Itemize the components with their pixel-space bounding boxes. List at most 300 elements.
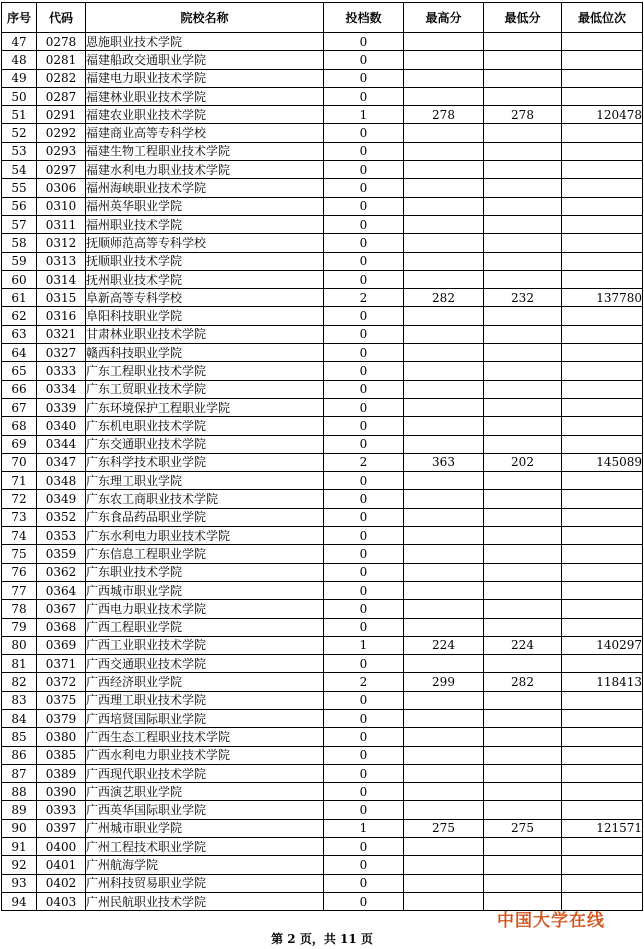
cell-max-score (404, 398, 484, 416)
cell-school-name: 甘肃林业职业技术学院 (86, 325, 324, 343)
header-row (2, 3, 643, 33)
cell-school-name: 恩施职业技术学院 (86, 33, 324, 51)
cell-admitted-count: 0 (324, 252, 404, 270)
cell-max-score (404, 746, 484, 764)
cell-code: 0292 (37, 124, 86, 142)
cell-max-score (404, 508, 484, 526)
cell-max-score (404, 600, 484, 618)
cell-code: 0353 (37, 527, 86, 545)
cell-serial: 73 (2, 508, 37, 526)
cell-serial: 60 (2, 270, 37, 288)
table-row (2, 380, 643, 398)
cell-serial: 85 (2, 728, 37, 746)
cell-max-score (404, 124, 484, 142)
cell-min-rank (562, 51, 643, 69)
cell-serial: 55 (2, 179, 37, 197)
cell-code: 0402 (37, 874, 86, 892)
cell-admitted-count: 0 (324, 545, 404, 563)
cell-admitted-count: 0 (324, 856, 404, 874)
cell-school-name: 福建农业职业技术学院 (86, 106, 324, 124)
cell-min-score (484, 801, 562, 819)
cell-code: 0312 (37, 234, 86, 252)
table-row (2, 453, 643, 471)
cell-admitted-count: 0 (324, 179, 404, 197)
cell-admitted-count: 0 (324, 398, 404, 416)
cell-admitted-count: 0 (324, 270, 404, 288)
cell-min-score: 275 (484, 819, 562, 837)
cell-min-rank (562, 398, 643, 416)
cell-min-score (484, 344, 562, 362)
table-row (2, 801, 643, 819)
cell-code: 0397 (37, 819, 86, 837)
cell-code: 0348 (37, 472, 86, 490)
cell-min-rank (562, 362, 643, 380)
cell-max-score: 299 (404, 673, 484, 691)
cell-serial: 56 (2, 197, 37, 215)
cell-min-score (484, 87, 562, 105)
cell-min-score (484, 142, 562, 160)
cell-code: 0313 (37, 252, 86, 270)
cell-min-score (484, 398, 562, 416)
cell-min-rank (562, 764, 643, 782)
cell-max-score (404, 764, 484, 782)
cell-admitted-count: 0 (324, 472, 404, 490)
cell-max-score (404, 435, 484, 453)
table-row (2, 87, 643, 105)
cell-school-name: 福建电力职业技术学院 (86, 69, 324, 87)
cell-admitted-count: 0 (324, 51, 404, 69)
cell-min-rank (562, 618, 643, 636)
table-row (2, 618, 643, 636)
cell-school-name: 福建生物工程职业技术学院 (86, 142, 324, 160)
cell-min-score (484, 545, 562, 563)
table-row (2, 398, 643, 416)
cell-admitted-count: 0 (324, 325, 404, 343)
cell-admitted-count: 0 (324, 362, 404, 380)
cell-code: 0306 (37, 179, 86, 197)
cell-min-score (484, 691, 562, 709)
cell-school-name: 广西经济职业学院 (86, 673, 324, 691)
cell-min-score (484, 527, 562, 545)
table-row (2, 508, 643, 526)
cell-code: 0278 (37, 33, 86, 51)
cell-min-rank (562, 252, 643, 270)
cell-serial: 88 (2, 783, 37, 801)
cell-school-name: 广东交通职业技术学院 (86, 435, 324, 453)
cell-serial: 48 (2, 51, 37, 69)
cell-admitted-count: 0 (324, 655, 404, 673)
cell-admitted-count: 0 (324, 618, 404, 636)
cell-admitted-count: 0 (324, 344, 404, 362)
cell-min-score: 224 (484, 636, 562, 654)
cell-code: 0359 (37, 545, 86, 563)
cell-school-name: 阜新高等专科学校 (86, 289, 324, 307)
cell-code: 0334 (37, 380, 86, 398)
cell-code: 0352 (37, 508, 86, 526)
cell-serial: 75 (2, 545, 37, 563)
cell-max-score (404, 33, 484, 51)
cell-min-score (484, 380, 562, 398)
cell-admitted-count: 0 (324, 197, 404, 215)
cell-min-score (484, 618, 562, 636)
cell-max-score (404, 252, 484, 270)
table-row (2, 344, 643, 362)
table-row (2, 874, 643, 892)
cell-min-score (484, 234, 562, 252)
cell-serial: 54 (2, 161, 37, 179)
cell-code: 0310 (37, 197, 86, 215)
cell-admitted-count: 0 (324, 142, 404, 160)
cell-serial: 50 (2, 87, 37, 105)
cell-serial: 64 (2, 344, 37, 362)
cell-code: 0385 (37, 746, 86, 764)
cell-school-name: 广州科技贸易职业学院 (86, 874, 324, 892)
cell-school-name: 抚州职业技术学院 (86, 270, 324, 288)
cell-min-score (484, 508, 562, 526)
cell-max-score (404, 380, 484, 398)
cell-school-name: 福州英华职业学院 (86, 197, 324, 215)
cell-admitted-count: 0 (324, 709, 404, 727)
cell-serial: 90 (2, 819, 37, 837)
cell-min-score (484, 161, 562, 179)
cell-max-score (404, 892, 484, 910)
cell-min-rank (562, 215, 643, 233)
cell-school-name: 广西水利电力职业技术学院 (86, 746, 324, 764)
cell-serial: 84 (2, 709, 37, 727)
cell-min-rank (562, 527, 643, 545)
cell-max-score (404, 307, 484, 325)
cell-admitted-count: 0 (324, 33, 404, 51)
cell-admitted-count: 1 (324, 819, 404, 837)
cell-min-score (484, 179, 562, 197)
table-row (2, 435, 643, 453)
table-row (2, 197, 643, 215)
cell-serial: 65 (2, 362, 37, 380)
cell-code: 0379 (37, 709, 86, 727)
table-row (2, 545, 643, 563)
cell-serial: 53 (2, 142, 37, 160)
cell-serial: 79 (2, 618, 37, 636)
cell-school-name: 赣西科技职业学院 (86, 344, 324, 362)
cell-serial: 74 (2, 527, 37, 545)
table-row (2, 764, 643, 782)
cell-max-score (404, 234, 484, 252)
cell-admitted-count: 0 (324, 69, 404, 87)
table-row (2, 728, 643, 746)
cell-code: 0364 (37, 581, 86, 599)
cell-min-score (484, 417, 562, 435)
table-row (2, 325, 643, 343)
cell-serial: 87 (2, 764, 37, 782)
cell-admitted-count: 0 (324, 234, 404, 252)
cell-school-name: 广东农工商职业技术学院 (86, 490, 324, 508)
cell-serial: 59 (2, 252, 37, 270)
page-footer: 第 2 页，共 11 页 (271, 932, 373, 946)
cell-admitted-count: 0 (324, 435, 404, 453)
cell-admitted-count: 0 (324, 581, 404, 599)
cell-school-name: 广东环境保护工程职业学院 (86, 398, 324, 416)
cell-max-score (404, 179, 484, 197)
cell-max-score (404, 270, 484, 288)
cell-serial: 89 (2, 801, 37, 819)
cell-code: 0344 (37, 435, 86, 453)
cell-school-name: 广东机电职业技术学院 (86, 417, 324, 435)
table-row (2, 215, 643, 233)
cell-admitted-count: 0 (324, 746, 404, 764)
cell-code: 0390 (37, 783, 86, 801)
cell-min-rank (562, 325, 643, 343)
cell-code: 0375 (37, 691, 86, 709)
cell-school-name: 抚顺师范高等专科学校 (86, 234, 324, 252)
cell-admitted-count: 0 (324, 838, 404, 856)
cell-min-rank (562, 161, 643, 179)
cell-admitted-count: 0 (324, 600, 404, 618)
cell-max-score (404, 362, 484, 380)
cell-min-score (484, 746, 562, 764)
cell-min-rank (562, 33, 643, 51)
cell-school-name: 福建水利电力职业技术学院 (86, 161, 324, 179)
table-row (2, 563, 643, 581)
cell-admitted-count: 0 (324, 417, 404, 435)
cell-max-score (404, 581, 484, 599)
cell-max-score (404, 728, 484, 746)
cell-school-name: 广西电力职业技术学院 (86, 600, 324, 618)
cell-school-name: 广东水利电力职业技术学院 (86, 527, 324, 545)
cell-min-score (484, 600, 562, 618)
cell-admitted-count: 0 (324, 380, 404, 398)
cell-max-score (404, 874, 484, 892)
cell-min-rank (562, 435, 643, 453)
cell-min-rank (562, 874, 643, 892)
cell-min-rank (562, 270, 643, 288)
cell-serial: 66 (2, 380, 37, 398)
admission-table (1, 2, 643, 911)
cell-min-rank (562, 691, 643, 709)
table-row (2, 527, 643, 545)
cell-min-rank (562, 344, 643, 362)
table-row (2, 270, 643, 288)
cell-min-score (484, 197, 562, 215)
cell-min-rank (562, 563, 643, 581)
cell-code: 0367 (37, 600, 86, 618)
cell-serial: 47 (2, 33, 37, 51)
header-school-name: 院校名称 (86, 3, 324, 33)
cell-code: 0333 (37, 362, 86, 380)
cell-school-name: 广州航海学院 (86, 856, 324, 874)
cell-school-name: 广西英华国际职业学院 (86, 801, 324, 819)
cell-code: 0315 (37, 289, 86, 307)
cell-school-name: 广东食品药品职业学院 (86, 508, 324, 526)
cell-max-score: 224 (404, 636, 484, 654)
cell-admitted-count: 0 (324, 892, 404, 910)
cell-code: 0380 (37, 728, 86, 746)
cell-code: 0297 (37, 161, 86, 179)
cell-serial: 82 (2, 673, 37, 691)
cell-admitted-count: 0 (324, 490, 404, 508)
cell-code: 0400 (37, 838, 86, 856)
cell-code: 0401 (37, 856, 86, 874)
table-row (2, 106, 643, 124)
table-header (2, 3, 643, 33)
cell-serial: 52 (2, 124, 37, 142)
cell-admitted-count: 0 (324, 783, 404, 801)
cell-max-score: 278 (404, 106, 484, 124)
cell-max-score (404, 344, 484, 362)
cell-serial: 67 (2, 398, 37, 416)
cell-school-name: 福州职业技术学院 (86, 215, 324, 233)
cell-serial: 76 (2, 563, 37, 581)
cell-min-score (484, 563, 562, 581)
cell-min-score (484, 215, 562, 233)
header-code: 代码 (37, 3, 86, 33)
cell-serial: 62 (2, 307, 37, 325)
cell-school-name: 广西工程职业学院 (86, 618, 324, 636)
cell-school-name: 阜阳科技职业学院 (86, 307, 324, 325)
table-row (2, 33, 643, 51)
cell-min-rank (562, 69, 643, 87)
cell-code: 0316 (37, 307, 86, 325)
cell-max-score (404, 856, 484, 874)
table-row (2, 252, 643, 270)
cell-min-score: 232 (484, 289, 562, 307)
cell-serial: 81 (2, 655, 37, 673)
cell-min-score (484, 655, 562, 673)
cell-max-score (404, 655, 484, 673)
cell-school-name: 广州城市职业学院 (86, 819, 324, 837)
cell-min-rank (562, 87, 643, 105)
table-row (2, 234, 643, 252)
cell-serial: 78 (2, 600, 37, 618)
cell-admitted-count: 0 (324, 215, 404, 233)
cell-serial: 69 (2, 435, 37, 453)
cell-max-score (404, 472, 484, 490)
table-row (2, 69, 643, 87)
cell-code: 0281 (37, 51, 86, 69)
header-max-score: 最高分 (404, 3, 484, 33)
cell-min-rank (562, 655, 643, 673)
cell-min-score (484, 490, 562, 508)
cell-min-score (484, 709, 562, 727)
cell-max-score (404, 709, 484, 727)
cell-school-name: 广东理工职业学院 (86, 472, 324, 490)
cell-code: 0311 (37, 215, 86, 233)
cell-code: 0287 (37, 87, 86, 105)
cell-max-score (404, 51, 484, 69)
header-serial: 序号 (2, 3, 37, 33)
cell-min-score (484, 472, 562, 490)
cell-min-rank: 121571 (562, 819, 643, 837)
cell-code: 0349 (37, 490, 86, 508)
cell-max-score (404, 87, 484, 105)
table-row (2, 819, 643, 837)
cell-max-score: 282 (404, 289, 484, 307)
cell-code: 0282 (37, 69, 86, 87)
cell-min-rank (562, 581, 643, 599)
cell-code: 0340 (37, 417, 86, 435)
table-row (2, 179, 643, 197)
cell-school-name: 广西现代职业技术学院 (86, 764, 324, 782)
cell-max-score (404, 563, 484, 581)
header-min-score: 最低分 (484, 3, 562, 33)
cell-min-score (484, 435, 562, 453)
cell-min-score (484, 838, 562, 856)
cell-max-score (404, 215, 484, 233)
cell-school-name: 福建商业高等专科学校 (86, 124, 324, 142)
cell-school-name: 广西理工职业技术学院 (86, 691, 324, 709)
cell-min-rank (562, 380, 643, 398)
cell-serial: 83 (2, 691, 37, 709)
cell-admitted-count: 2 (324, 289, 404, 307)
cell-school-name: 广州民航职业技术学院 (86, 892, 324, 910)
cell-min-score (484, 33, 562, 51)
cell-admitted-count: 0 (324, 87, 404, 105)
cell-max-score (404, 197, 484, 215)
cell-max-score: 275 (404, 819, 484, 837)
cell-code: 0291 (37, 106, 86, 124)
cell-min-score: 282 (484, 673, 562, 691)
header-admitted-count: 投档数 (324, 3, 404, 33)
cell-min-rank (562, 417, 643, 435)
cell-min-rank (562, 801, 643, 819)
table-row (2, 600, 643, 618)
cell-serial: 68 (2, 417, 37, 435)
cell-serial: 77 (2, 581, 37, 599)
cell-min-rank (562, 179, 643, 197)
table-row (2, 161, 643, 179)
table-row (2, 472, 643, 490)
cell-admitted-count: 0 (324, 728, 404, 746)
cell-code: 0403 (37, 892, 86, 910)
cell-serial: 61 (2, 289, 37, 307)
cell-min-rank (562, 709, 643, 727)
table-row (2, 709, 643, 727)
cell-admitted-count: 0 (324, 801, 404, 819)
cell-max-score (404, 142, 484, 160)
table-row (2, 417, 643, 435)
cell-min-score (484, 270, 562, 288)
cell-min-rank (562, 142, 643, 160)
cell-min-score (484, 856, 562, 874)
cell-min-rank (562, 856, 643, 874)
cell-min-rank (562, 197, 643, 215)
cell-admitted-count: 0 (324, 874, 404, 892)
cell-school-name: 福建船政交通职业学院 (86, 51, 324, 69)
cell-code: 0347 (37, 453, 86, 471)
cell-school-name: 广东科学技术职业学院 (86, 453, 324, 471)
cell-max-score (404, 490, 484, 508)
cell-max-score: 363 (404, 453, 484, 471)
cell-school-name: 广州工程技术职业学院 (86, 838, 324, 856)
cell-serial: 58 (2, 234, 37, 252)
cell-admitted-count: 2 (324, 453, 404, 471)
cell-admitted-count: 0 (324, 124, 404, 142)
cell-admitted-count: 1 (324, 106, 404, 124)
cell-code: 0293 (37, 142, 86, 160)
cell-admitted-count: 1 (324, 636, 404, 654)
cell-school-name: 广西培贤国际职业学院 (86, 709, 324, 727)
cell-serial: 71 (2, 472, 37, 490)
table-row (2, 655, 643, 673)
table-row (2, 307, 643, 325)
cell-code: 0314 (37, 270, 86, 288)
cell-min-rank: 137780 (562, 289, 643, 307)
cell-min-rank (562, 545, 643, 563)
cell-min-rank (562, 472, 643, 490)
cell-serial: 94 (2, 892, 37, 910)
cell-min-rank (562, 508, 643, 526)
cell-min-score (484, 728, 562, 746)
cell-serial: 92 (2, 856, 37, 874)
